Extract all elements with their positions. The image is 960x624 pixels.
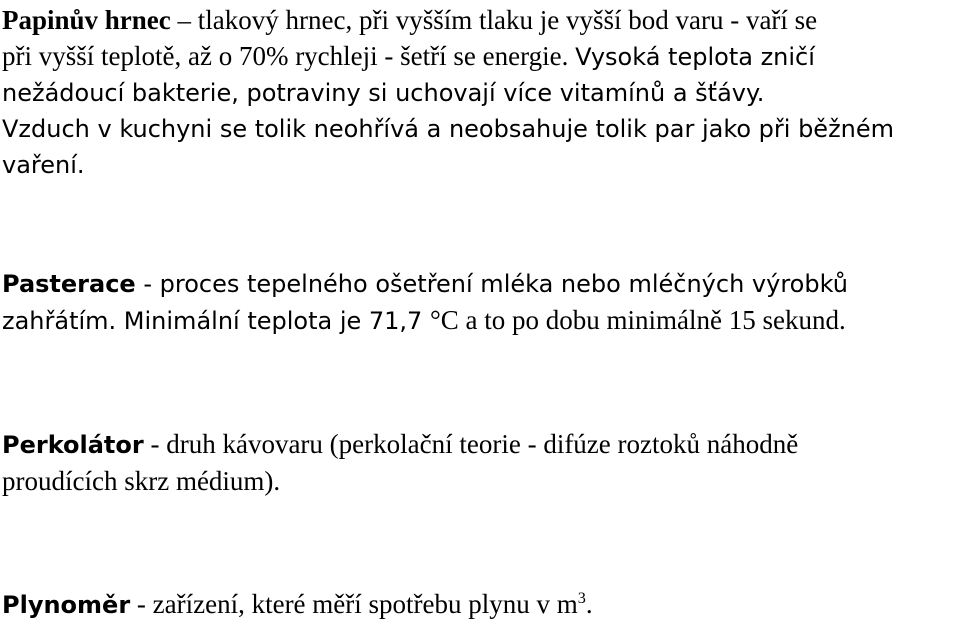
definition-line: nežádoucí bakterie, potraviny si uchovají více vitamínů a šťávy. [2, 79, 765, 107]
definition-line [2, 2, 958, 38]
definition-text: C a to po dobu minimálně 15 sekund. [440, 305, 846, 335]
definition-line [2, 38, 958, 75]
definition-term: Plynoměr [2, 591, 131, 619]
definition-perkolator [2, 426, 958, 499]
definition-text: – tlakový hrnec, při vyšším tlaku je vyšší bod varu - vaří se [170, 5, 818, 35]
definition-line [2, 302, 958, 339]
definition-line: Vzduch v kuchyni se tolik neohřívá a neobsahuje tolik par jako při běžném [2, 115, 895, 143]
definition-line: proudících skrz médium). [2, 466, 281, 496]
definition-term: Papinův hrnec [2, 5, 171, 35]
definition-term: Perkolátor [2, 431, 144, 459]
superscript-exponent: 3 [577, 589, 586, 607]
definition-text: . [585, 589, 593, 619]
definition-text: při vyšší teplotě, až o 70% rychleji - šetří se energie. [2, 41, 576, 71]
definition-pasterace [2, 266, 958, 339]
definition-text: - druh kávovaru (perkolační teorie - difúze roztoků náhodně [143, 429, 799, 459]
degree-symbol: ° [429, 305, 441, 335]
definition-text: - proces tepelného ošetření mléka nebo mléčných výrobků [135, 270, 848, 298]
definition-term: Pasterace [2, 270, 136, 298]
definition-line: vaření. [2, 151, 85, 179]
definition-line [2, 586, 958, 623]
definition-papinuv-hrnec [2, 2, 958, 183]
definition-plynomer [2, 586, 958, 623]
definition-text: - zařízení, které měří spotřebu plynu v m [130, 589, 578, 619]
definition-text: zahřátím. Minimální teplota je 71,7 [2, 307, 430, 335]
definition-text: Vysoká teplota zničí [575, 43, 815, 71]
definition-line [2, 426, 958, 463]
definition-line [2, 266, 958, 302]
